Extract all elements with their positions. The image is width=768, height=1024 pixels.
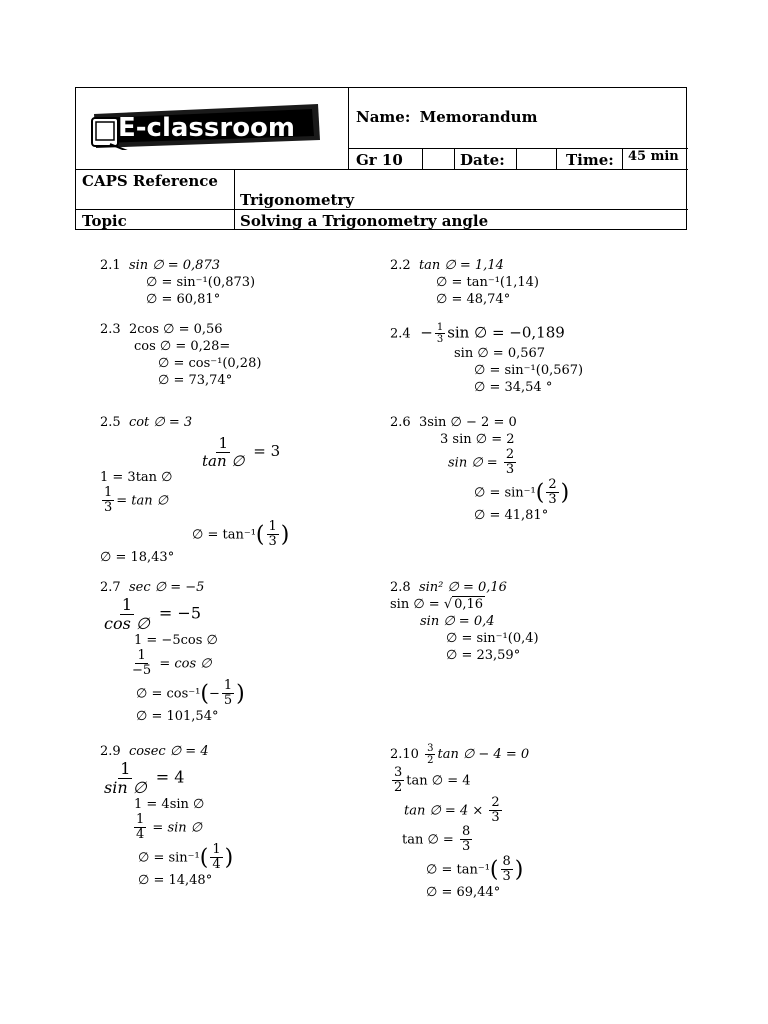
topic-value: Solving a Trigonometry angle xyxy=(240,212,489,230)
fraction-numerator: 1 xyxy=(121,595,132,614)
fraction-numerator: 8 xyxy=(502,853,511,869)
divider xyxy=(622,148,623,169)
equation: cos ∅ = 0,28= xyxy=(134,339,231,354)
fraction-denominator: tan ∅ xyxy=(202,451,245,470)
problem-2-2 xyxy=(390,257,539,308)
fraction-numerator: 1 xyxy=(104,485,113,500)
equation: ∅ = 73,74° xyxy=(158,373,233,388)
fraction-numerator: 3 xyxy=(394,765,403,780)
equation: ∅ = cos⁻¹ xyxy=(136,686,201,702)
fraction-numerator: 1 xyxy=(436,322,444,333)
divider xyxy=(234,169,235,230)
equation: sin ∅ = −0,189 xyxy=(447,323,565,342)
equation: ∅ = 23,59° xyxy=(446,648,521,663)
fraction-numerator: 2 xyxy=(505,447,515,462)
divider xyxy=(76,209,688,210)
equation: ∅ = 41,81° xyxy=(474,508,549,524)
equation: sin ∅ = 0,4 xyxy=(420,614,495,629)
fraction-numerator: 1 xyxy=(120,759,131,778)
equation: tan ∅ = 1,14 xyxy=(418,258,504,273)
time-value: 45 min xyxy=(628,149,679,164)
fraction-denominator: 3 xyxy=(104,500,113,516)
problem-number: 2.6 xyxy=(390,415,411,430)
equation: tan ∅ − 4 = 0 xyxy=(437,747,530,762)
fraction-numerator: 1 xyxy=(137,648,146,664)
name-value: Memorandum xyxy=(419,108,538,126)
fraction-denominator: 4 xyxy=(136,827,145,843)
name-label: Name: xyxy=(356,108,411,126)
equation: ∅ = tan⁻¹(1,14) xyxy=(436,275,539,290)
equation: ∅ = sin⁻¹ xyxy=(474,484,536,500)
divider xyxy=(348,88,349,169)
equation: sin ∅ = 0,567 xyxy=(454,346,546,361)
fraction-denominator: 3 xyxy=(461,839,471,855)
caps-label: CAPS Reference xyxy=(82,172,218,190)
fraction-numerator: 2 xyxy=(491,794,500,810)
equation: ∅ = sin⁻¹(0,873) xyxy=(146,275,256,290)
equation: = cos ∅ xyxy=(159,656,212,672)
problem-2-10: 2.10 $\frac{3}{2}$ tan ∅ − 4 = 0 $\frac{3}{2}$ tan ∅ = 4 tan ∅ = 4 × $\frac{2}{3}$ tan ∅ = $\frac{8}{3}$ ∅ = tan⁻¹( $\frac{8}{3}$ ) ∅ = 69,44° xyxy=(390,743,530,901)
divider xyxy=(422,148,423,169)
date-label: Date: xyxy=(460,151,505,169)
divider xyxy=(76,169,688,170)
equation: ∅ = cos⁻¹(0,28) xyxy=(158,356,262,371)
problem-number: 2.2 xyxy=(390,258,411,273)
fraction-denominator: 2 xyxy=(394,780,403,796)
caps-value: Trigonometry xyxy=(240,191,355,209)
equation: 1 = 4sin ∅ xyxy=(134,797,205,813)
equation: ∅ = 48,74° xyxy=(436,292,511,307)
logo-text: E-classroom xyxy=(118,113,296,143)
problem-2-6: 2.6 3sin ∅ − 2 = 0 3 sin ∅ = 2 sin ∅ = $\frac{2}{3}$ ∅ = sin⁻¹( $\frac{2}{3}$ ) ∅ = 41,81° xyxy=(390,415,570,524)
equation: ∅ = sin⁻¹(0,4) xyxy=(446,631,539,646)
fraction-denominator: 3 xyxy=(502,869,511,885)
fraction-numerator: 1 xyxy=(212,841,221,857)
square-root: 0,16 xyxy=(454,597,484,612)
fraction-denominator: 5 xyxy=(223,693,233,709)
problem-2-1 xyxy=(100,257,255,308)
problem-2-3 xyxy=(100,321,261,389)
equation: = 4 xyxy=(155,767,185,787)
fraction-denominator: 2 xyxy=(427,755,434,766)
problem-2-7: 2.7 sec ∅ = −5 $\frac{1}{\cos \emptyset}$ = −5 1 = −5cos ∅ $\frac{1}{-5}$ = cos ∅ ∅ = cos⁻¹(− $\frac{1}{5}$ ) ∅ = 101,54° xyxy=(100,580,245,725)
minus-sign: − xyxy=(420,323,433,342)
name-field xyxy=(356,108,537,126)
problem-number: 2.8 xyxy=(390,580,411,595)
time-label: Time: xyxy=(566,151,614,169)
equation: 1 = −5cos ∅ xyxy=(134,633,218,649)
problem-2-5: 2.5 cot ∅ = 3 $\frac{1}{\tan \emptyset}$ = 3 1 = 3tan ∅ $\frac{1}{3}$ = tan ∅ ∅ = tan⁻¹( $\frac{1}{3}$ ) ∅ = 18,43° xyxy=(100,415,290,566)
fraction-denominator: 4 xyxy=(212,857,221,873)
fraction-numerator: 2 xyxy=(548,476,557,492)
equation: = tan ∅ xyxy=(116,493,169,509)
minus-sign: − xyxy=(208,686,220,702)
fraction-numerator: 1 xyxy=(268,518,277,534)
fraction-numerator: 1 xyxy=(223,677,233,693)
equation: sec ∅ = −5 xyxy=(128,580,205,595)
equation: ∅ = 34,54 ° xyxy=(474,380,553,395)
fraction-denominator: sin ∅ xyxy=(104,777,147,797)
problem-number: 2.1 xyxy=(100,258,121,273)
divider xyxy=(556,148,557,169)
equation: cot ∅ = 3 xyxy=(128,415,193,430)
fraction-denominator: 3 xyxy=(505,462,515,478)
problem-number: 2.5 xyxy=(100,415,121,430)
problem-number: 2.10 xyxy=(390,747,419,762)
equation: sin ∅ = 0,873 xyxy=(128,258,220,273)
problem-2-8: 2.8 sin² ∅ = 0,16 sin ∅ = √ 0,16 sin ∅ = 0,4 ∅ = sin⁻¹(0,4) ∅ = 23,59° xyxy=(390,580,539,663)
topic-label: Topic xyxy=(82,212,127,230)
grade: Gr 10 xyxy=(356,151,403,169)
equation: 1 = 3tan ∅ xyxy=(100,470,173,485)
header-table xyxy=(75,87,687,230)
fraction-denominator: cos ∅ xyxy=(104,613,150,633)
problem-number: 2.4 xyxy=(390,326,411,342)
problem-number: 2.3 xyxy=(100,322,121,337)
e-classroom-logo xyxy=(90,102,322,150)
equation: ∅ = 14,48° xyxy=(138,873,213,889)
equation: tan ∅ = 4 × xyxy=(404,802,484,818)
fraction-denominator: 3 xyxy=(436,334,444,345)
equation: ∅ = 60,81° xyxy=(146,292,221,307)
equation: = −5 xyxy=(158,603,201,623)
fraction-denominator: 3 xyxy=(491,809,500,825)
problem-number: 2.7 xyxy=(100,580,121,595)
equation: sin ∅ = xyxy=(390,597,444,612)
fraction-denominator: −5 xyxy=(132,663,152,679)
fraction-numerator: 3 xyxy=(427,743,434,754)
fraction-numerator: 1 xyxy=(218,434,228,452)
fraction-denominator: 3 xyxy=(548,491,557,507)
problem-2-9: 2.9 cosec ∅ = 4 $\frac{1}{\sin \emptyset}$ = 4 1 = 4sin ∅ $\frac{1}{4}$ = sin ∅ ∅ = sin⁻¹( $\frac{1}{4}$ ) ∅ = 14,48° xyxy=(100,744,234,889)
fraction-numerator: 8 xyxy=(461,824,471,840)
equation: ∅ = 101,54° xyxy=(136,709,219,725)
equation: = sin ∅ xyxy=(152,820,203,836)
equation: 3 sin ∅ = 2 xyxy=(440,432,515,447)
equation: ∅ = tan⁻¹ xyxy=(192,526,256,542)
equation: ∅ = sin⁻¹(0,567) xyxy=(474,363,584,378)
problem-number: 2.9 xyxy=(100,744,121,759)
equation: ∅ = 69,44° xyxy=(426,885,501,901)
equation: tan ∅ = 4 xyxy=(406,773,471,789)
divider xyxy=(516,148,517,169)
equation: ∅ = 18,43° xyxy=(100,550,175,566)
equation: 2cos ∅ = 0,56 xyxy=(128,322,223,337)
equation: tan ∅ = xyxy=(402,832,454,848)
equation: ∅ = tan⁻¹ xyxy=(426,862,490,878)
equation: sin² ∅ = 0,16 xyxy=(418,580,507,595)
problem-2-4 xyxy=(390,322,583,396)
fraction-denominator: 3 xyxy=(268,533,277,549)
equation: ∅ = sin⁻¹ xyxy=(138,850,200,866)
fraction-numerator: 1 xyxy=(136,812,145,828)
equation: cosec ∅ = 4 xyxy=(128,744,209,759)
divider xyxy=(454,148,455,169)
equation: 3sin ∅ − 2 = 0 xyxy=(418,415,517,430)
equation: sin ∅ = xyxy=(448,455,498,471)
equation: = 3 xyxy=(253,442,281,460)
